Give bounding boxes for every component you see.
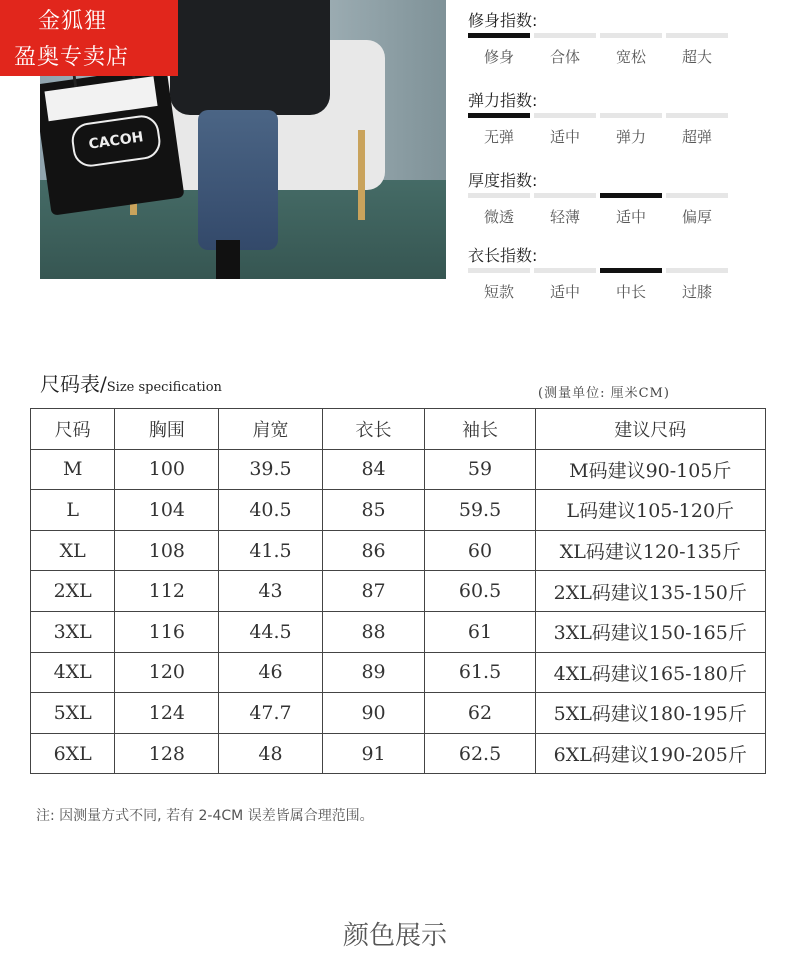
fit-index-scale xyxy=(468,113,734,119)
fit-index-option: 微透 xyxy=(483,208,514,226)
size-table-cell: 108 xyxy=(115,530,219,571)
fit-index-segment xyxy=(600,193,662,198)
size-table-cell: 86 xyxy=(322,530,425,571)
table-row xyxy=(31,571,766,612)
fit-index-segment xyxy=(534,193,596,198)
size-table-cell: 85 xyxy=(322,490,425,531)
size-table-cell: 40.5 xyxy=(219,490,322,531)
fit-index-option: 短款 xyxy=(483,283,514,301)
size-table-cell: 59 xyxy=(425,449,535,490)
fit-index-scale xyxy=(468,268,734,274)
fit-index-title: 修身指数: xyxy=(468,11,538,30)
size-table-cell: 46 xyxy=(219,652,322,693)
fit-index-option: 适中 xyxy=(615,208,646,226)
fit-index-segment xyxy=(534,113,596,118)
fit-index-option: 合体 xyxy=(549,48,580,66)
size-table-cell: 6XL码建议190-205斤 xyxy=(535,733,765,774)
size-table-cell: 5XL码建议180-195斤 xyxy=(535,693,765,734)
size-table-cell: 62.5 xyxy=(425,733,535,774)
table-row xyxy=(31,490,766,531)
size-table-cell: M xyxy=(31,449,115,490)
measurement-note: 注: 因测量方式不同, 若有 2-4CM 误差皆属合理范围。 xyxy=(36,808,374,824)
badge-line-1: 金狐狸 xyxy=(38,9,108,34)
fit-index-option: 超弹 xyxy=(681,128,712,146)
size-table-cell: 60 xyxy=(425,530,535,571)
size-table-header-cell: 衣长 xyxy=(322,409,425,450)
table-row xyxy=(31,530,766,571)
size-table-cell: 59.5 xyxy=(425,490,535,531)
fit-index-segment xyxy=(468,113,530,118)
black-coat xyxy=(170,0,330,115)
size-table-cell: XL码建议120-135斤 xyxy=(535,530,765,571)
size-table-cell: M码建议90-105斤 xyxy=(535,449,765,490)
bag-logo: CACOH xyxy=(69,113,162,169)
fit-index-option: 轻薄 xyxy=(549,208,580,226)
table-row xyxy=(31,652,766,693)
size-table-cell: 3XL xyxy=(31,611,115,652)
size-table-cell: 39.5 xyxy=(219,449,322,490)
fit-index-option: 修身 xyxy=(483,48,514,66)
size-table-cell: 2XL码建议135-150斤 xyxy=(535,571,765,612)
fit-index-segment xyxy=(468,268,530,273)
size-table-cell: 90 xyxy=(322,693,425,734)
measurement-unit: (测量单位: 厘米CM) xyxy=(538,386,670,401)
size-table-cell: 87 xyxy=(322,571,425,612)
fit-index-title: 衣长指数: xyxy=(468,246,538,265)
size-table-cell: XL xyxy=(31,530,115,571)
size-table-cell: L码建议105-120斤 xyxy=(535,490,765,531)
fit-index-title: 弹力指数: xyxy=(468,91,538,110)
size-table-header xyxy=(31,409,766,450)
fit-index-option: 超大 xyxy=(681,48,712,66)
fit-index-option: 中长 xyxy=(615,283,646,301)
table-row xyxy=(31,733,766,774)
size-table-cell: 84 xyxy=(322,449,425,490)
fit-index-segment xyxy=(666,193,728,198)
fit-index-segment xyxy=(666,33,728,38)
fit-index-option: 偏厚 xyxy=(681,208,712,226)
size-table-cell: 43 xyxy=(219,571,322,612)
size-table-header-cell: 袖长 xyxy=(425,409,535,450)
size-table-cell: 48 xyxy=(219,733,322,774)
size-table-cell: 62 xyxy=(425,693,535,734)
fit-index-segment xyxy=(600,113,662,118)
handbag xyxy=(40,66,185,215)
size-table-cell: 4XL xyxy=(31,652,115,693)
size-table-cell: L xyxy=(31,490,115,531)
size-chart-title-en: Size specification xyxy=(106,380,222,395)
fit-index-option: 适中 xyxy=(549,128,580,146)
table-row xyxy=(31,611,766,652)
size-table-cell: 124 xyxy=(115,693,219,734)
size-table-cell: 6XL xyxy=(31,733,115,774)
fit-index-title: 厚度指数: xyxy=(468,171,538,190)
size-table-header-cell: 建议尺码 xyxy=(535,409,765,450)
store-badge xyxy=(0,0,178,76)
fit-index-segment xyxy=(666,113,728,118)
size-table-cell: 100 xyxy=(115,449,219,490)
size-table-cell: 112 xyxy=(115,571,219,612)
fit-index-segment xyxy=(600,33,662,38)
size-table-cell: 5XL xyxy=(31,693,115,734)
size-table-cell: 60.5 xyxy=(425,571,535,612)
badge-line-2: 盈奥专卖店 xyxy=(14,45,130,70)
fit-index-segment xyxy=(468,33,530,38)
size-table-cell: 4XL码建议165-180斤 xyxy=(535,652,765,693)
size-table-header-cell: 尺码 xyxy=(31,409,115,450)
size-table-cell: 3XL码建议150-165斤 xyxy=(535,611,765,652)
size-table-cell: 47.7 xyxy=(219,693,322,734)
size-table-header-cell: 胸围 xyxy=(115,409,219,450)
size-chart-title xyxy=(40,368,222,397)
jeans xyxy=(198,110,278,250)
size-table-cell: 2XL xyxy=(31,571,115,612)
fit-index-scale xyxy=(468,33,734,39)
shoe xyxy=(216,240,240,279)
size-table-cell: 91 xyxy=(322,733,425,774)
fit-index-segment xyxy=(534,268,596,273)
fit-index-segment xyxy=(534,33,596,38)
color-section-title: 颜色展示 xyxy=(342,921,447,951)
size-table-cell: 44.5 xyxy=(219,611,322,652)
size-table-cell: 120 xyxy=(115,652,219,693)
fit-index-option: 无弹 xyxy=(483,128,514,146)
size-table-cell: 61 xyxy=(425,611,535,652)
fit-index-option: 弹力 xyxy=(615,128,646,146)
fit-index-option: 宽松 xyxy=(615,48,646,66)
fit-index-option: 适中 xyxy=(549,283,580,301)
table-row xyxy=(31,693,766,734)
size-table-cell: 88 xyxy=(322,611,425,652)
fit-index-segment xyxy=(600,268,662,273)
size-table-cell: 41.5 xyxy=(219,530,322,571)
size-table-cell: 128 xyxy=(115,733,219,774)
size-chart-title-cn: 尺码表/ xyxy=(40,372,107,396)
table-row xyxy=(31,449,766,490)
stool-leg xyxy=(358,130,365,220)
fit-index-segment xyxy=(666,268,728,273)
size-table-cell: 116 xyxy=(115,611,219,652)
fit-index-option: 过膝 xyxy=(681,283,712,301)
size-table xyxy=(30,408,766,774)
size-table-header-cell: 肩宽 xyxy=(219,409,322,450)
fit-index-scale xyxy=(468,193,734,199)
size-table-cell: 104 xyxy=(115,490,219,531)
fit-index-segment xyxy=(468,193,530,198)
size-table-cell: 89 xyxy=(322,652,425,693)
size-table-cell: 61.5 xyxy=(425,652,535,693)
